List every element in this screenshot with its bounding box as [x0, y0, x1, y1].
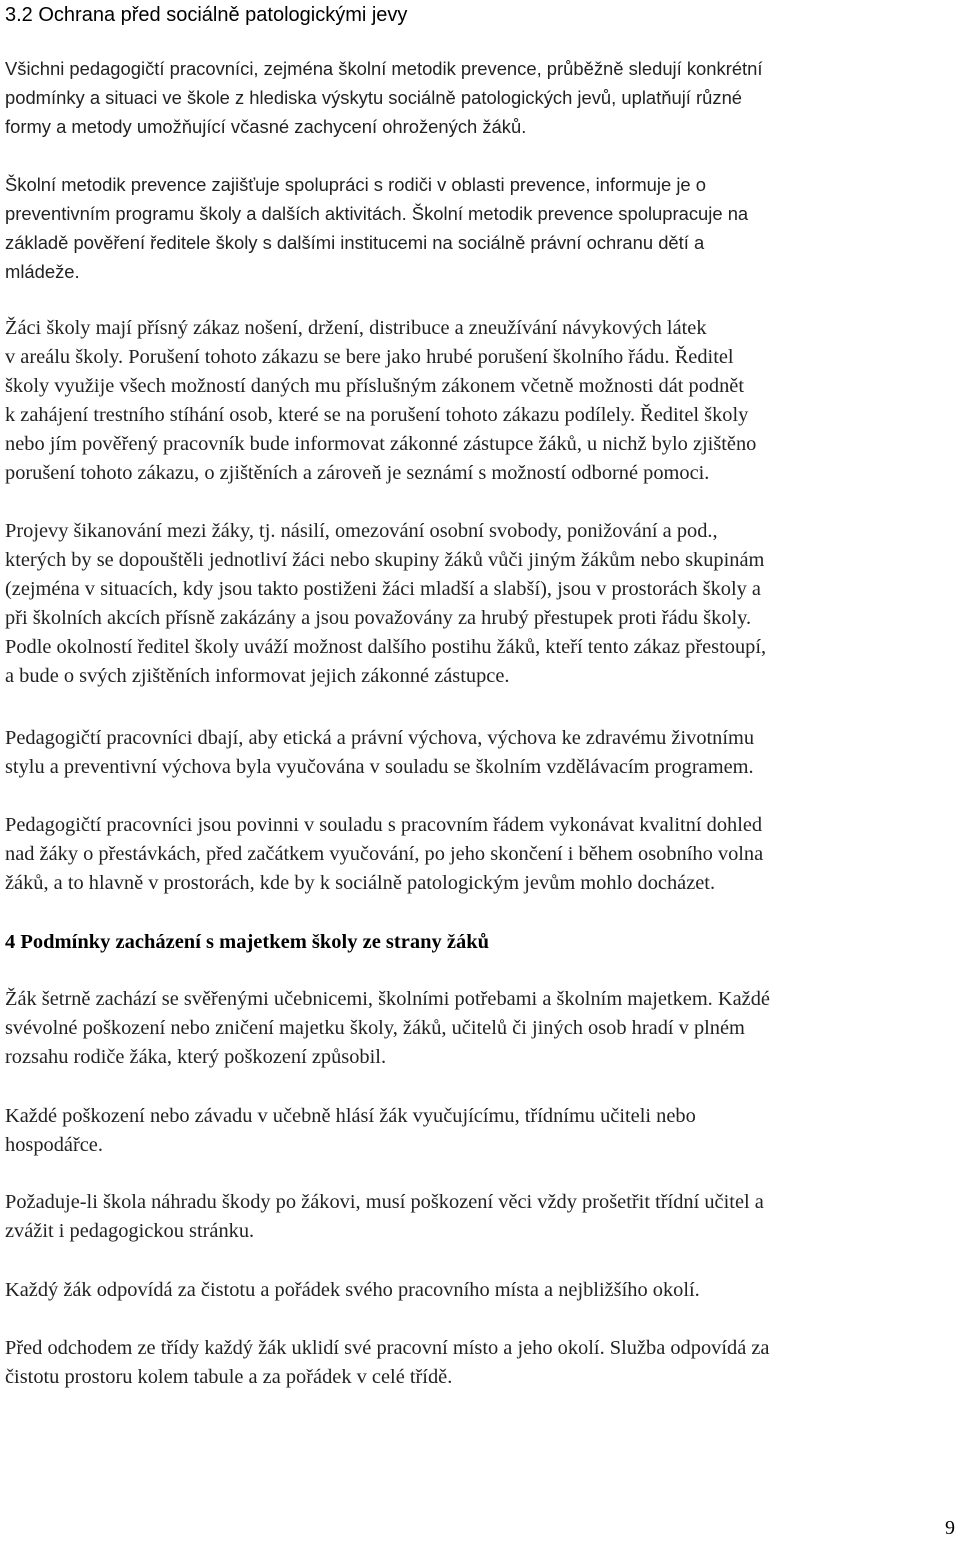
paragraph-damage-compensation: [5, 1188, 955, 1246]
text-line: porušení tohoto zákazu, o zjištěních a zároveň je seznámí s možností odborné pomoci.: [5, 462, 710, 484]
text-line: Všichni pedagogičtí pracovníci, zejména školní metodik prevence, průběžně sledují konkrétní: [5, 58, 763, 79]
text-line: čistotu prostoru kolem tabule a za pořádek v celé třídě.: [5, 1366, 453, 1388]
text-line: formy a metody umožňující včasné zachycení ohrožených žáků.: [5, 116, 527, 137]
text-line: a bude o svých zjištěních informovat jejich zákonné zástupce.: [5, 665, 510, 687]
paragraph-workplace-cleanliness: [5, 1276, 955, 1305]
text-line: zvážit i pedagogickou stránku.: [5, 1220, 255, 1242]
text-line: Školní metodik prevence zajišťuje spolupráci s rodiči v oblasti prevence, informuje je o: [5, 174, 706, 195]
text-line: rozsahu rodiče žáka, který poškození způsobil.: [5, 1046, 387, 1068]
text-line: preventivním programu školy a dalších aktivitách. Školní metodik prevence spolupracuje na: [5, 203, 749, 224]
text-line: k zahájení trestního stíhání osob, které se na porušení tohoto zákazu podílely. Ředitel školy: [5, 404, 749, 426]
text-line: Před odchodem ze třídy každý žák uklidí své pracovní místo a jeho okolí. Služba odpovídá za: [5, 1337, 770, 1359]
page-number: 9: [945, 1517, 955, 1539]
section-4-title: 4 Podmínky zacházení s majetkem školy ze strany žáků: [5, 931, 490, 953]
paragraph-property-care: [5, 985, 955, 1072]
paragraph-classroom-cleanup: [5, 1334, 955, 1392]
text-line: hospodářce.: [5, 1134, 103, 1156]
paragraph-prevention-monitoring: [5, 54, 955, 141]
text-line: základě pověření ředitele školy s dalšími institucemi na sociálně právní ochranu dětí a: [5, 232, 705, 253]
paragraph-methodist-cooperation: [5, 170, 955, 286]
paragraph-supervision: [5, 811, 955, 898]
paragraph-substance-ban: [5, 314, 955, 488]
text-line: školy využije všech možností daných mu příslušným zákonem včetně možnosti dát podnět: [5, 375, 745, 397]
text-line: Pedagogičtí pracovníci dbají, aby etická a právní výchova, výchova ke zdravému životnímu: [5, 727, 755, 749]
text-line: v areálu školy. Porušení tohoto zákazu se bere jako hrubé porušení školního řádu. Ředitel: [5, 346, 734, 368]
text-line: kterých by se dopouštěli jednotliví žáci nebo skupiny žáků vůči jiným žákům nebo skupinám: [5, 549, 765, 571]
text-line: mládeže.: [5, 261, 80, 282]
text-line: Každý žák odpovídá za čistotu a pořádek svého pracovního místa a nejbližšího okolí.: [5, 1279, 700, 1301]
paragraph-education: [5, 724, 955, 782]
text-line: Projevy šikanování mezi žáky, tj. násilí, omezování osobní svobody, ponižování a pod.,: [5, 520, 718, 542]
text-line: nebo jím pověřený pracovník bude informovat zákonné zástupce žáků, u nichž bylo zjištěno: [5, 433, 757, 455]
text-line: stylu a preventivní výchova byla vyučována v souladu se školním vzdělávacím programem.: [5, 756, 754, 778]
text-line: Žáci školy mají přísný zákaz nošení, držení, distribuce a zneužívání návykových látek: [5, 317, 707, 339]
text-line: svévolné poškození nebo zničení majetku školy, žáků, učitelů či jiných osob hradí v plném: [5, 1017, 745, 1039]
section-title: 3.2 Ochrana před sociálně patologickými jevy: [5, 4, 408, 26]
text-line: při školních akcích přísně zakázány a jsou považovány za hrubý přestupek proti řádu školy.: [5, 607, 752, 629]
text-line: Podle okolností ředitel školy uváží možnost dalšího postihu žáků, kteří tento zákaz přestoupí,: [5, 636, 767, 658]
text-line: Každé poškození nebo závadu v učebně hlásí žák vyučujícímu, třídnímu učiteli nebo: [5, 1105, 696, 1127]
text-line: (zejména v situacích, kdy jsou takto postiženi žáci mladší a slabší), jsou v prostorách školy a: [5, 578, 761, 600]
text-line: Požaduje-li škola náhradu škody po žákovi, musí poškození věci vždy prošetřit třídní učitel a: [5, 1191, 764, 1213]
text-line: Pedagogičtí pracovníci jsou povinni v souladu s pracovním řádem vykonávat kvalitní dohled: [5, 814, 763, 836]
text-line: podmínky a situaci ve škole z hlediska výskytu sociálně patologických jevů, uplatňují různé: [5, 87, 743, 108]
text-line: nad žáky o přestávkách, před začátkem vyučování, po jeho skončení i během osobního volna: [5, 843, 764, 865]
text-line: Žák šetrně zachází se svěřenými učebnicemi, školními potřebami a školním majetkem. Každé: [5, 988, 770, 1010]
paragraph-bullying: [5, 517, 955, 691]
paragraph-damage-report: [5, 1102, 955, 1160]
text-line: žáků, a to hlavně v prostorách, kde by k sociálně patologickým jevům mohlo docházet.: [5, 872, 716, 894]
